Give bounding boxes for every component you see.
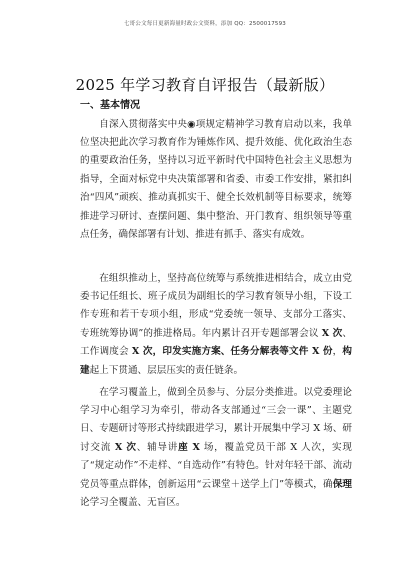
bold-text-run: 保理 [332, 478, 353, 490]
bold-text-run: X 次 [114, 441, 137, 453]
text-run: 自深入贯彻落实中央◉项规定精神学习教育启动以来，我单位坚决把此次学习教育作为锤炼作风、提升效能、优化政治生态的重要政治任务，坚持以习近平新时代中国特色社会主义思想为指导，全面对标党中央决策部署和省委、市委工作安排，紧扣纠治“四风”顽疾、推动真抓实干、健全长效机制等目标要求，统筹推进学习研讨、查摆问题、集中整治、开门教育、组织领导等重点任务，确保部署有计划、推进有抓手、落实有成效。 [80, 118, 352, 241]
header-note: 七哥公文每日更新海量时政公文资料，添加 QQ：2500017593 [123, 21, 286, 27]
document-title: 2025 年学习教育自评报告（最新版） [75, 76, 335, 94]
section-heading: 一、基本情况 [80, 100, 140, 111]
paragraph-2 [80, 270, 352, 380]
text-run: 论学习全覆盖、无盲区。 [80, 497, 186, 509]
text-run: 在学习覆盖上，做到全员参与、分层分类推进。以党委理论学习中心组学习为牵引，带动各支部通过“三会一课”、主题党日、专题研讨等形式持续跟进学习，累计开展集中学习 X 场、研讨交流 [80, 386, 352, 453]
bold-text-run: X 次 [321, 327, 343, 339]
text-run: 在组织推动上，坚持高位统筹与系统推进相结合，成立由党委书记任组长、班子成员为副组长的学习教育领导小组，下设工作专班和若干专项小组，形成“党委统一领导、支部分工落实、专班统筹协调”的推进格局。年内累计召开专题部署会议 [80, 272, 352, 339]
text-run: 、辅导讲 [136, 441, 179, 453]
text-run: 起上下贯通、层层压实的责任链条。 [89, 364, 244, 376]
paragraph-3 [80, 384, 352, 513]
bold-text-run: 座 X [178, 441, 201, 453]
text-run: 场，覆盖党员干部 X 人次，实现了“规定动作”不走样、“自选动作”有特色。针对年轻干部、流动党员等重点群体，创新运用“云课堂＋送学上门”等模式，确 [80, 441, 352, 490]
text-run: 、工作调度会 [80, 327, 352, 358]
bold-text-run: 构建 [80, 346, 353, 376]
bold-text-run: ，印发实施方案、任务分解表等文件 X 份 [152, 346, 333, 358]
text-run: ， [332, 346, 343, 358]
bold-text-run: X 次 [131, 346, 153, 358]
paragraph-1 [80, 116, 352, 245]
